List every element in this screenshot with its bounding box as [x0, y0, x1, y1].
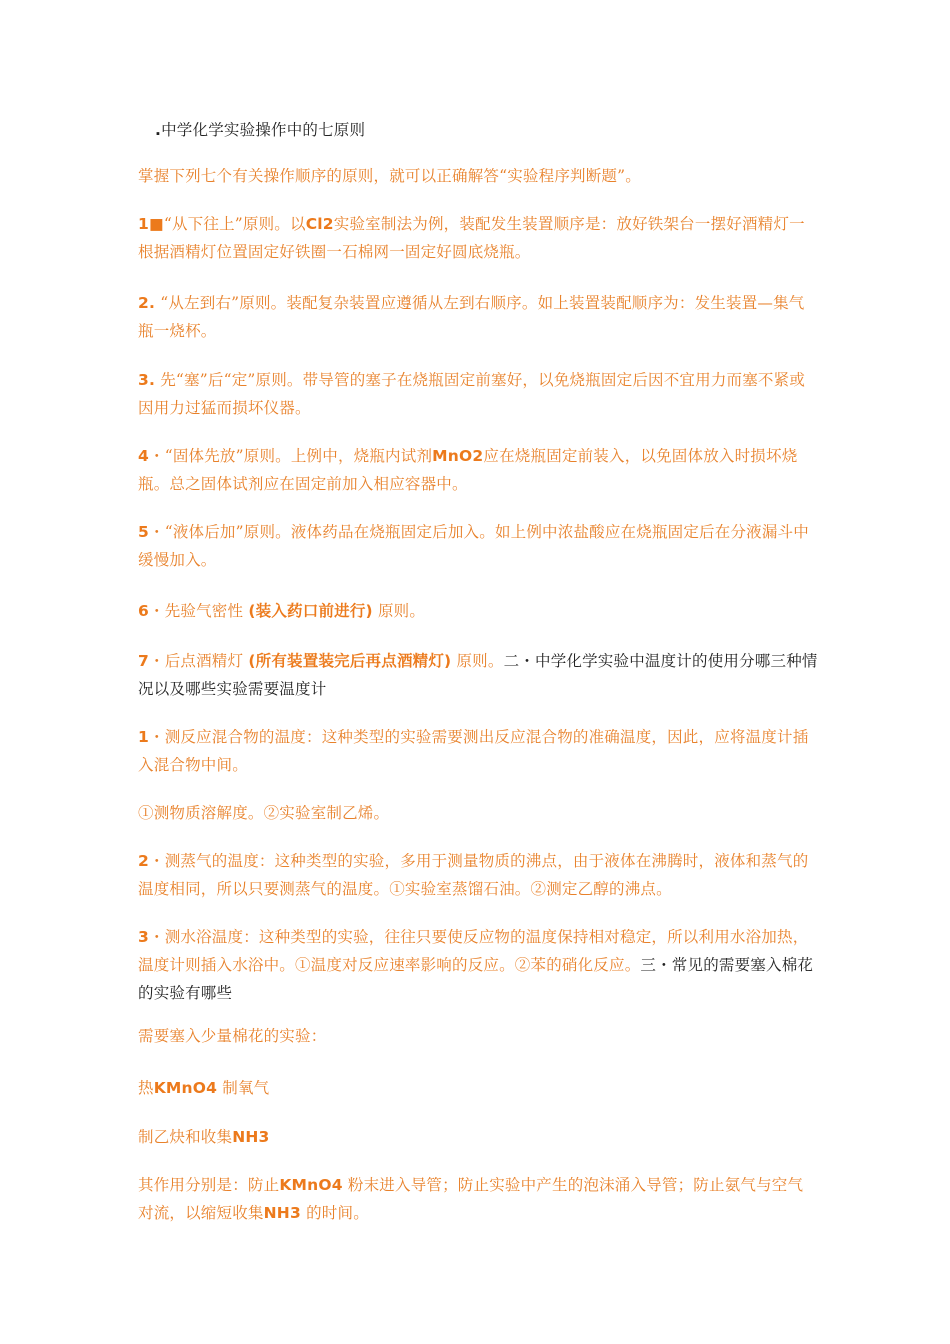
section-2-heading: 二・中学化学实验中温度计的使用分哪三种情况以及哪些实验需要温度计	[138, 652, 818, 698]
cotton-intro: 需要塞入少量棉花的实验：	[138, 1027, 327, 1045]
cotton-1-text-a: 热	[138, 1079, 154, 1097]
rule-5-text: “液体后加”原则。液体药品在烧瓶固定后加入。如上例中浓盐酸应在烧瓶固定后在分液漏斗中缓慢加入。	[138, 523, 809, 569]
purpose-text-c: 的时间。	[306, 1204, 369, 1222]
rule-4-mno2: MnO2	[432, 447, 484, 465]
rule-4-number: 4	[138, 447, 149, 465]
rule-2	[138, 289, 818, 345]
cotton-1-kmno4: KMnO4	[153, 1079, 218, 1097]
rule-6	[138, 597, 818, 625]
rule-3-text: 先“塞”后“定”原则。带导管的塞子在烧瓶固定前塞好，以免烧瓶固定后因不宜用力而塞不紧或因用力过猛而损坏仪器。	[138, 371, 806, 417]
rule-6-sep: ・	[149, 602, 165, 620]
rule-7-text-a: 后点酒精灯	[164, 652, 244, 670]
thermo-2-text: 测蒸气的温度：这种类型的实验，多用于测量物质的沸点，由于液体在沸腾时，液体和蒸气的温度相同，所以只要测蒸气的温度。①实验室蒸馏石油。②测定乙醇的沸点。	[138, 852, 809, 898]
cotton-purpose	[138, 1171, 818, 1227]
rule-1-text-b: 实验室制法为例，装配发生装置顺序是：放好铁架台一摆好酒精灯一根据酒精灯位置固定好铁圈一石棉网一固定好圆底烧瓶。	[138, 215, 805, 261]
intro-paragraph: 掌握下列七个有关操作顺序的原则，就可以正确解答“实验程序判断题”。	[138, 167, 641, 185]
thermo-3-text: 测水浴温度：这种类型的实验，往往只要使反应物的温度保持相对稳定，所以利用水浴加热，温度计则插入水浴中。①温度对反应速率影响的反应。②苯的硝化反应。	[138, 928, 809, 974]
rule-7	[138, 647, 818, 703]
rule-2-text: “从左到右”原则。装配复杂装置应遵循从左到右顺序。如上装置装配顺序为：发生装置—集气瓶一烧杯。	[138, 294, 805, 340]
cotton-item-2	[138, 1123, 818, 1151]
thermo-3-number: 3	[138, 928, 149, 946]
rule-5	[138, 518, 818, 574]
purpose-nh3: NH3	[263, 1204, 301, 1222]
rule-7-text-b: 原则。	[456, 652, 504, 670]
rule-6-paren: (装入药口前进行)	[248, 602, 373, 620]
rule-4	[138, 442, 818, 498]
rule-7-paren: (所有装置装完后再点酒精灯)	[248, 652, 452, 670]
rule-1-text-a: “从下往上”原则。以	[163, 215, 306, 233]
cotton-1-text-b: 制氧气	[222, 1079, 270, 1097]
thermo-1-number: 1	[138, 728, 149, 746]
rule-4-text-a: “固体先放”原则。上例中，烧瓶内试剂	[164, 447, 433, 465]
rule-6-text-b: 原则。	[377, 602, 426, 620]
rule-5-sep: ・	[149, 523, 165, 541]
cotton-2-nh3: NH3	[232, 1128, 270, 1146]
rule-7-number: 7	[138, 652, 149, 670]
thermo-case-1-examples: ①测物质溶解度。②实验室制乙烯。	[138, 804, 390, 822]
purpose-kmno4: KMnO4	[279, 1176, 343, 1194]
thermo-2-number: 2	[138, 852, 149, 870]
thermo-1-text: 测反应混合物的温度：这种类型的实验需要测出反应混合物的准确温度，因此，应将温度计插入混合物中间。	[138, 728, 809, 774]
document-title	[155, 116, 835, 144]
rule-3	[138, 366, 818, 422]
title-text: 中学化学实验操作中的七原则	[161, 121, 366, 139]
rule-6-text-a: 先验气密性	[164, 602, 244, 620]
rule-1-cl2: Cl2	[305, 215, 334, 233]
thermo-case-3	[138, 923, 818, 1007]
rule-6-number: 6	[138, 602, 149, 620]
rule-2-number: 2.	[138, 294, 156, 312]
rule-1	[138, 210, 818, 266]
rule-5-number: 5	[138, 523, 149, 541]
thermo-2-sep: ・	[149, 852, 165, 870]
cotton-2-text-a: 制乙炔和收集	[138, 1128, 233, 1146]
cotton-item-1	[138, 1074, 818, 1102]
rule-4-text-b: 应在烧瓶固定前装入，以免固体放入时损坏烧瓶。总之固体试剂应在固定前加入相应容器中。	[138, 447, 798, 493]
rule-4-sep: ・	[149, 447, 165, 465]
title-dot: .	[155, 121, 162, 139]
thermo-case-2	[138, 847, 818, 903]
purpose-text-a: 其作用分别是：防止	[138, 1176, 280, 1194]
purpose-text-b: 粉末进入导管；防止实验中产生的泡沫涌入导管；防止氨气与空气对流，以缩短收集	[138, 1176, 804, 1222]
thermo-1-sep: ・	[149, 728, 165, 746]
rule-1-number: 1■	[138, 215, 164, 233]
rule-7-sep: ・	[149, 652, 165, 670]
thermo-3-sep: ・	[149, 928, 165, 946]
rule-3-number: 3.	[138, 371, 156, 389]
section-3-heading: 三・常见的需要塞入棉花的实验有哪些	[138, 956, 814, 1002]
thermo-case-1	[138, 723, 818, 779]
